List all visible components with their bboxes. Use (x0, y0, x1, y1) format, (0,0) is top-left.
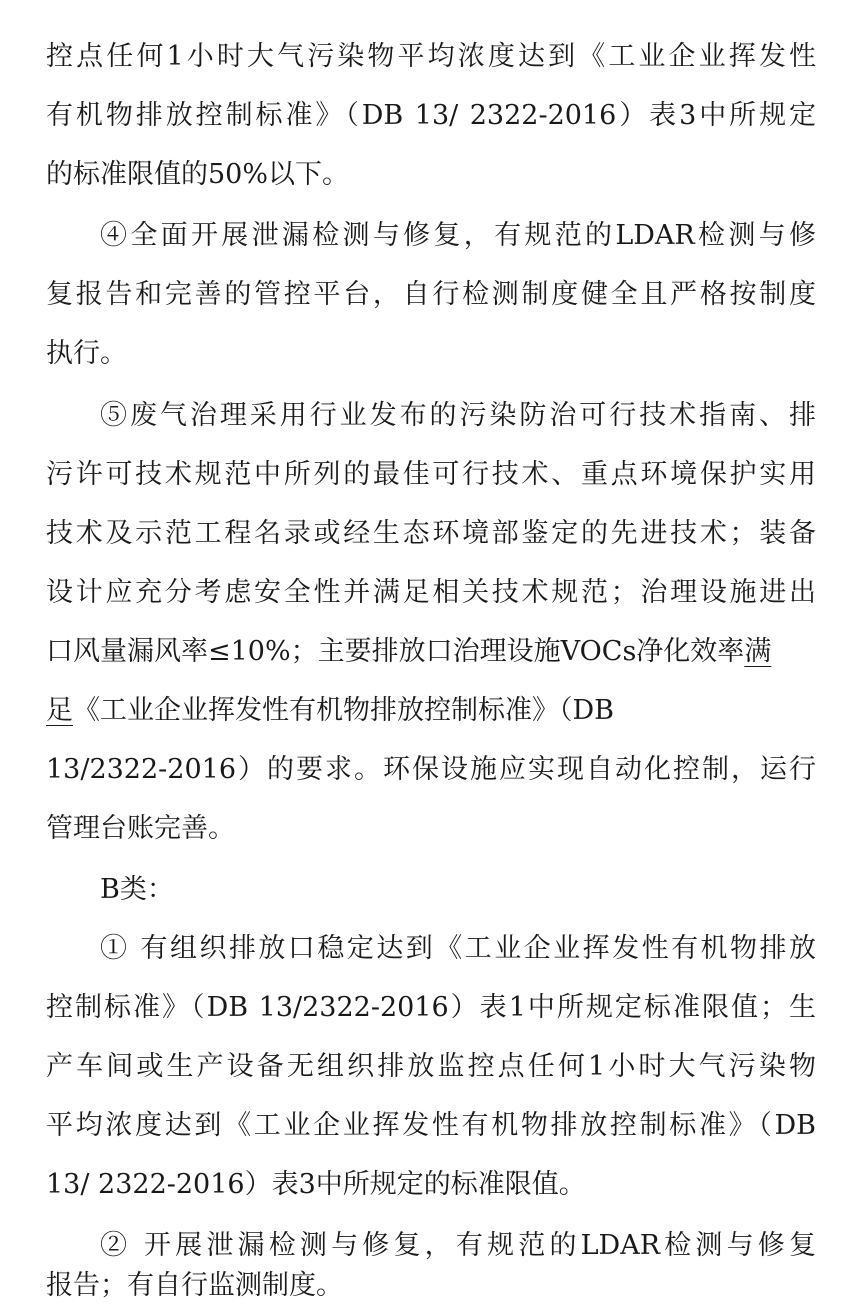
paragraph-line: 执行。 (46, 338, 127, 369)
paragraph-line: 平均浓度达到《工业企业挥发性有机物排放控制标准》（DB (46, 1110, 816, 1141)
paragraph-line: 有机物排放控制标准》（DB 13/ 2322-2016）表3中所规定 (46, 100, 816, 131)
paragraph-line: 产车间或生产设备无组织排放监控点任何1小时大气污染物 (46, 1051, 816, 1082)
paragraph-line: 报告；有自行监测制度。 (46, 1270, 343, 1301)
paragraph-line (46, 632, 816, 672)
paragraph-line: 污许可技术规范中所列的最佳可行技术、重点环境保护实用 (46, 459, 816, 490)
paragraph-line: 控制标准》（DB 13/2322-2016）表1中所规定标准限值；生 (46, 992, 816, 1023)
paragraph-line (46, 691, 816, 731)
paragraph-line: 管理台账完善。 (46, 813, 235, 844)
paragraph-line: 的标准限值的50%以下。 (46, 159, 350, 190)
line-text: 《工业企业挥发性有机物排放控制标准》（DB (73, 695, 614, 726)
paragraph-line: ⑤废气治理采用行业发布的污染防治可行技术指南、排 (100, 400, 816, 431)
paragraph-line: ① 有组织排放口稳定达到《工业企业挥发性有机物排放 (100, 933, 816, 964)
underlined-text: 足 (46, 695, 73, 726)
paragraph-line: ④全面开展泄漏检测与修复，有规范的LDAR检测与修 (100, 220, 816, 251)
line-text: 口风量漏风率≤10%；主要排放口治理设施VOCs净化效率 (46, 636, 745, 667)
paragraph-line: 控点任何1小时大气污染物平均浓度达到《工业企业挥发性 (46, 41, 816, 72)
paragraph-line: 设计应充分考虑安全性并满足相关技术规范；治理设施进出 (46, 577, 816, 608)
paragraph-line: 13/2322-2016）的要求。环保设施应实现自动化控制，运行 (46, 754, 816, 785)
section-heading: B类： (100, 874, 174, 905)
paragraph-line: 复报告和完善的管控平台，自行检测制度健全且严格按制度 (46, 279, 816, 310)
paragraph-line: 技术及示范工程名录或经生态环境部鉴定的先进技术；装备 (46, 518, 816, 549)
paragraph-line: ② 开展泄漏检测与修复，有规范的LDAR检测与修复 (100, 1230, 816, 1261)
underlined-text: 满 (744, 636, 772, 667)
paragraph-line: 13/ 2322-2016）表3中所规定的标准限值。 (46, 1169, 586, 1200)
